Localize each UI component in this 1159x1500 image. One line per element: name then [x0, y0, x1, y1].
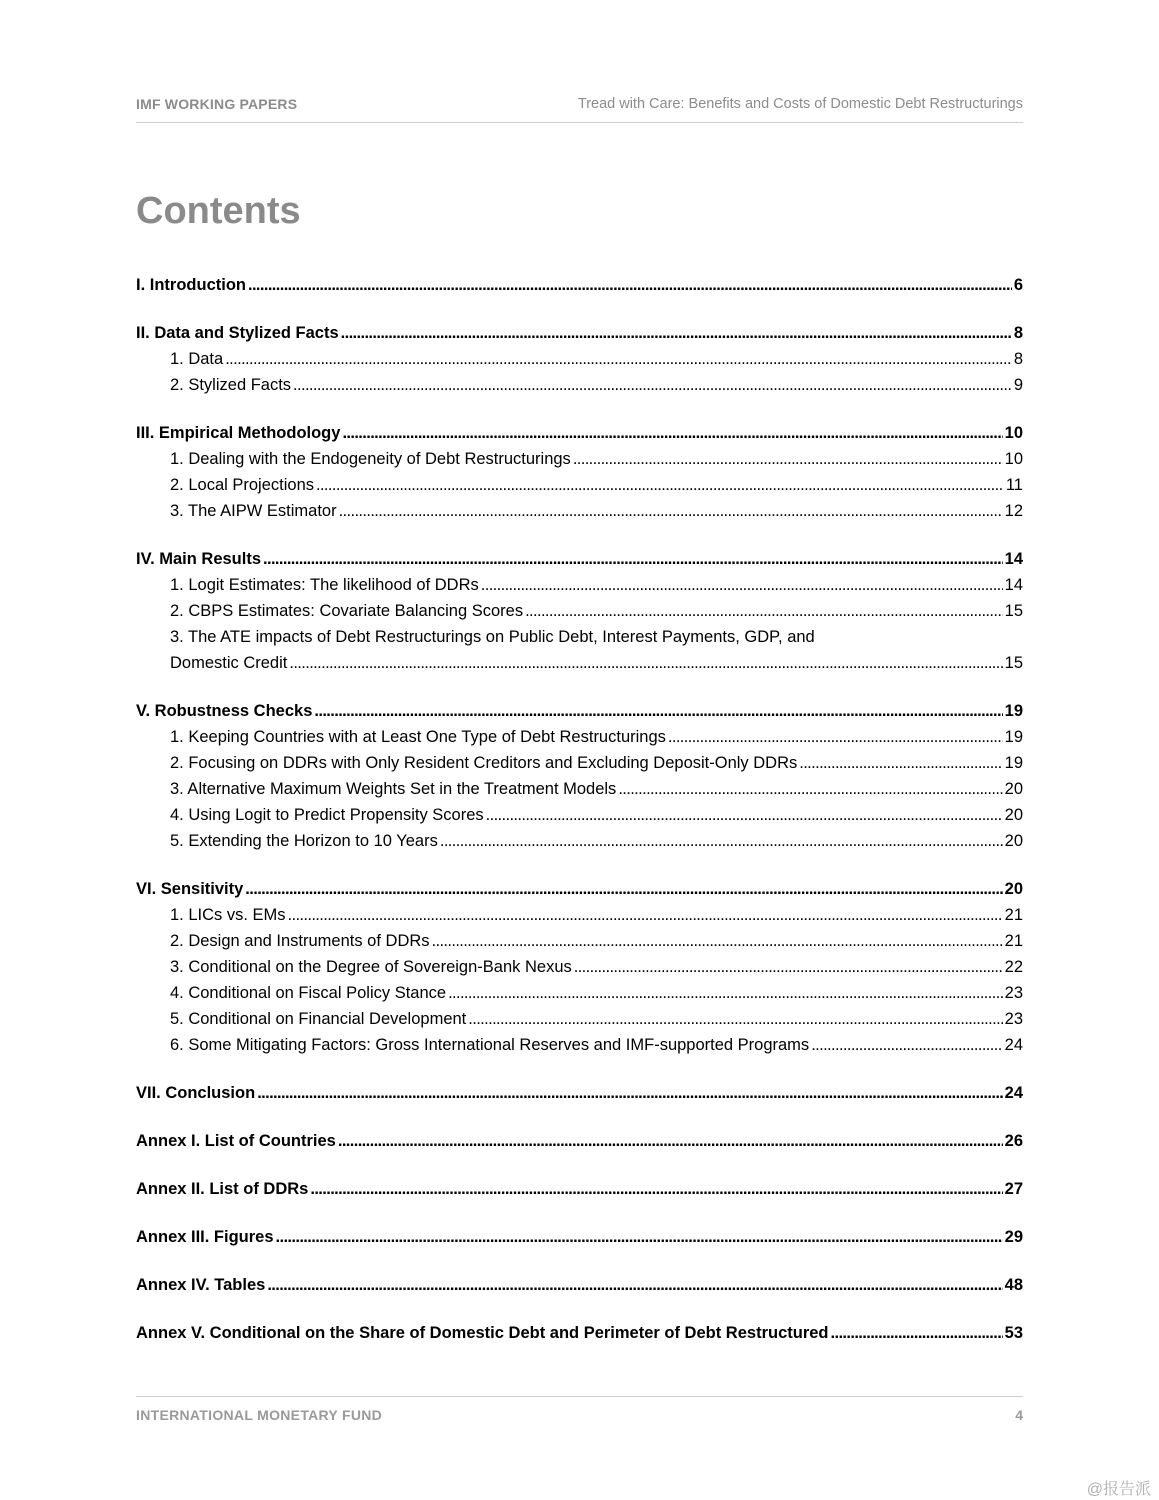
toc-leader-dots — [831, 1320, 1003, 1346]
toc-page-number: 21 — [1004, 906, 1023, 924]
toc-leader-dots — [448, 980, 1003, 1006]
toc-page-number: 8 — [1013, 324, 1023, 342]
toc-section-entry[interactable] — [136, 1080, 1023, 1106]
toc-entry-label: 1. Logit Estimates: The likelihood of DDRs — [170, 576, 479, 594]
toc-section-entry[interactable] — [136, 1224, 1023, 1250]
section-spacer — [136, 676, 1023, 698]
toc-leader-dots — [341, 320, 1012, 346]
toc-leader-dots — [440, 828, 1003, 854]
toc-page-number: 27 — [1004, 1180, 1023, 1198]
toc-leader-dots — [248, 272, 1012, 298]
toc-section-entry[interactable] — [136, 546, 1023, 572]
toc-subsection-entry[interactable] — [136, 372, 1023, 398]
toc-leader-dots — [481, 572, 1003, 598]
toc-entry-label: 3. Conditional on the Degree of Sovereign-Bank Nexus — [170, 958, 572, 976]
toc-entry-label: 4. Conditional on Fiscal Policy Stance — [170, 984, 447, 1002]
section-spacer — [136, 1250, 1023, 1272]
toc-section-entry[interactable] — [136, 272, 1023, 298]
toc-entry-label: VII. Conclusion — [136, 1084, 256, 1102]
toc-page-number: 19 — [1004, 702, 1023, 720]
toc-page-number: 26 — [1004, 1132, 1023, 1150]
toc-subsection-entry[interactable] — [136, 498, 1023, 524]
toc-section-entry[interactable] — [136, 876, 1023, 902]
toc-subsection-entry[interactable] — [136, 928, 1023, 954]
toc-page-number: 8 — [1013, 350, 1023, 368]
toc-section-entry[interactable] — [136, 1176, 1023, 1202]
toc-leader-dots — [573, 446, 1003, 472]
footer-page-number: 4 — [1015, 1407, 1023, 1423]
section-spacer — [136, 298, 1023, 320]
toc-subsection-entry[interactable] — [136, 750, 1023, 776]
toc-leader-dots — [486, 802, 1003, 828]
toc-entry-label: 2. Local Projections — [170, 476, 314, 494]
toc-page-number: 15 — [1004, 654, 1023, 672]
toc-leader-dots — [310, 1176, 1002, 1202]
toc-page-number: 48 — [1004, 1276, 1023, 1294]
toc-page-number: 12 — [1004, 502, 1023, 520]
toc-entry-label: Domestic Credit — [170, 654, 288, 672]
toc-entry-label: 1. Data — [170, 350, 224, 368]
toc-entry-label: Annex IV. Tables — [136, 1276, 266, 1294]
toc-page-number: 24 — [1004, 1036, 1023, 1054]
toc-leader-dots — [339, 498, 1003, 524]
toc-subentry-first-line[interactable]: 3. The ATE impacts of Debt Restructurings on Public Debt, Interest Payments, GDP, and — [170, 628, 815, 646]
toc-page-number: 23 — [1004, 984, 1023, 1002]
toc-subsection-entry[interactable] — [136, 472, 1023, 498]
footer-publisher: INTERNATIONAL MONETARY FUND — [136, 1407, 383, 1423]
toc-leader-dots — [225, 346, 1012, 372]
toc-leader-dots — [288, 902, 1003, 928]
toc-subsection-entry[interactable] — [136, 724, 1023, 750]
page-title: Contents — [136, 190, 301, 232]
toc-entry-label: 3. The AIPW Estimator — [170, 502, 337, 520]
toc-leader-dots — [811, 1032, 1002, 1058]
toc-leader-dots — [574, 954, 1003, 980]
section-spacer — [136, 1154, 1023, 1176]
toc-entry-label: II. Data and Stylized Facts — [136, 324, 339, 342]
toc-subsection-entry[interactable] — [136, 650, 1023, 676]
toc-entry-label: 1. Keeping Countries with at Least One Type of Debt Restructurings — [170, 728, 666, 746]
toc-page-number: 6 — [1013, 276, 1023, 294]
toc-entry-label: 5. Extending the Horizon to 10 Years — [170, 832, 438, 850]
toc-entry-label: 1. LICs vs. EMs — [170, 906, 286, 924]
toc-leader-dots — [289, 650, 1002, 676]
toc-subsection-entry[interactable] — [136, 954, 1023, 980]
toc-entry-label: IV. Main Results — [136, 550, 262, 568]
toc-page-number: 22 — [1004, 958, 1023, 976]
toc-leader-dots — [293, 372, 1012, 398]
toc-leader-dots — [338, 1128, 1003, 1154]
header-series-title: IMF WORKING PAPERS — [136, 96, 298, 112]
toc-page-number: 20 — [1004, 806, 1023, 824]
toc-section-entry[interactable] — [136, 320, 1023, 346]
toc-entry-label: Annex II. List of DDRs — [136, 1180, 309, 1198]
toc-leader-dots — [432, 928, 1003, 954]
toc-page-number: 21 — [1004, 932, 1023, 950]
toc-entry-label: 2. CBPS Estimates: Covariate Balancing Scores — [170, 602, 524, 620]
header-paper-title: Tread with Care: Benefits and Costs of Domestic Debt Restructurings — [577, 96, 1023, 112]
toc-page-number: 10 — [1004, 424, 1023, 442]
toc-entry-label: Annex I. List of Countries — [136, 1132, 336, 1150]
toc-subsection-entry[interactable] — [136, 1006, 1023, 1032]
toc-entry-label: Annex V. Conditional on the Share of Domestic Debt and Perimeter of Debt Restructured — [136, 1324, 829, 1342]
section-spacer — [136, 1106, 1023, 1128]
toc-entry-label: VI. Sensitivity — [136, 880, 244, 898]
toc-subsection-entry[interactable] — [136, 980, 1023, 1006]
toc-leader-dots — [525, 598, 1003, 624]
toc-page-number: 29 — [1004, 1228, 1023, 1246]
toc-subsection-entry[interactable] — [136, 776, 1023, 802]
toc-page-number: 53 — [1004, 1324, 1023, 1342]
toc-entry-label: 2. Design and Instruments of DDRs — [170, 932, 430, 950]
section-spacer — [136, 1058, 1023, 1080]
toc-entry-label: 6. Some Mitigating Factors: Gross International Reserves and IMF-supported Programs — [170, 1036, 810, 1054]
toc-entry-label: I. Introduction — [136, 276, 246, 294]
toc-page-number: 11 — [1005, 476, 1023, 494]
toc-entry-label: 5. Conditional on Financial Development — [170, 1010, 467, 1028]
toc-leader-dots — [263, 546, 1003, 572]
toc-page-number: 20 — [1004, 780, 1023, 798]
toc-leader-dots — [468, 1006, 1002, 1032]
toc-subsection-entry[interactable] — [136, 598, 1023, 624]
toc-page-number: 9 — [1013, 376, 1023, 394]
toc-leader-dots — [618, 776, 1002, 802]
toc-entry-label: 2. Stylized Facts — [170, 376, 292, 394]
toc-entry-label: III. Empirical Methodology — [136, 424, 341, 442]
toc-entry-label: 3. Alternative Maximum Weights Set in the Treatment Models — [170, 780, 617, 798]
toc-subsection-entry[interactable] — [136, 572, 1023, 598]
toc-section-entry[interactable] — [136, 698, 1023, 724]
toc-entry-label: 2. Focusing on DDRs with Only Resident Creditors and Excluding Deposit-Only DDRs — [170, 754, 798, 772]
toc-subsection-entry[interactable] — [136, 346, 1023, 372]
toc-section-entry[interactable] — [136, 1128, 1023, 1154]
toc-leader-dots — [245, 876, 1002, 902]
toc-subsection-entry[interactable] — [136, 802, 1023, 828]
toc-page-number: 23 — [1004, 1010, 1023, 1028]
toc-page-number: 14 — [1004, 550, 1023, 568]
toc-page-number: 14 — [1004, 576, 1023, 594]
toc-page-number: 24 — [1004, 1084, 1023, 1102]
toc-entry-label: 4. Using Logit to Predict Propensity Scores — [170, 806, 484, 824]
toc-section-entry[interactable] — [136, 1320, 1023, 1346]
toc-leader-dots — [314, 698, 1002, 724]
section-spacer — [136, 524, 1023, 546]
page-footer — [136, 1396, 1023, 1423]
toc-subsection-entry[interactable] — [136, 828, 1023, 854]
toc-leader-dots — [257, 1080, 1002, 1106]
page-header — [136, 94, 1023, 123]
toc-subsection-entry[interactable] — [136, 1032, 1023, 1058]
toc-leader-dots — [668, 724, 1003, 750]
toc-entry-label: V. Robustness Checks — [136, 702, 313, 720]
section-spacer — [136, 1298, 1023, 1320]
toc-page-number: 19 — [1004, 728, 1023, 746]
toc-subsection-entry[interactable] — [136, 446, 1023, 472]
toc-page-number: 19 — [1004, 754, 1023, 772]
toc-leader-dots — [316, 472, 1004, 498]
toc-entry-label: 1. Dealing with the Endogeneity of Debt Restructurings — [170, 450, 571, 468]
toc-leader-dots — [276, 1224, 1003, 1250]
toc-section-entry[interactable] — [136, 1272, 1023, 1298]
toc-page-number: 20 — [1004, 880, 1023, 898]
toc-leader-dots — [267, 1272, 1002, 1298]
toc-page-number: 10 — [1004, 450, 1023, 468]
toc-page-number: 15 — [1004, 602, 1023, 620]
toc-page-number: 20 — [1004, 832, 1023, 850]
table-of-contents — [136, 272, 1023, 1346]
toc-entry-label: Annex III. Figures — [136, 1228, 274, 1246]
section-spacer — [136, 854, 1023, 876]
toc-leader-dots — [799, 750, 1002, 776]
section-spacer — [136, 1202, 1023, 1224]
watermark: @报告派 — [1086, 1481, 1151, 1498]
toc-section-entry[interactable] — [136, 420, 1023, 446]
toc-subsection-entry[interactable] — [136, 902, 1023, 928]
toc-leader-dots — [342, 420, 1002, 446]
section-spacer — [136, 398, 1023, 420]
